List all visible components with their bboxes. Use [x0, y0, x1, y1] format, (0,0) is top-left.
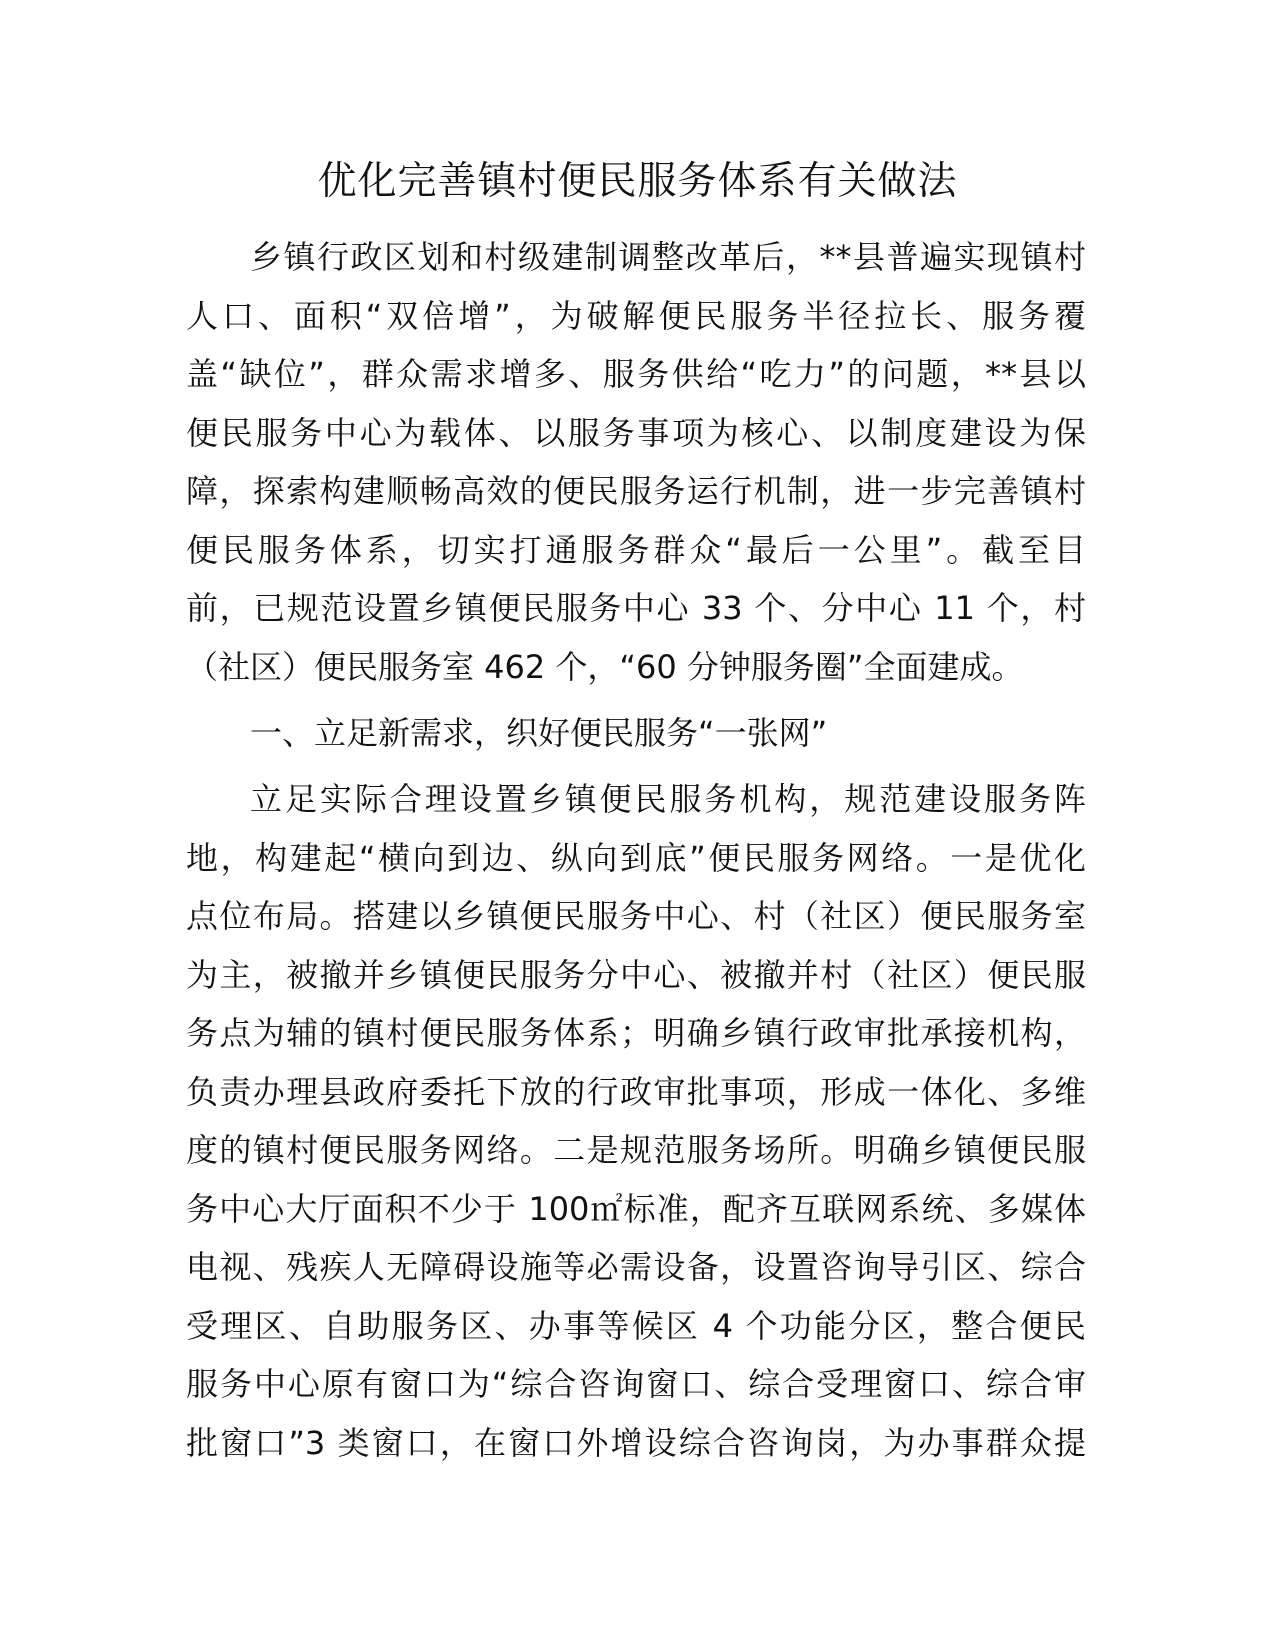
text-line: 度的镇村便民服务网络。二是规范服务场所。明确乡镇便民服	[186, 1131, 1086, 1169]
section-heading	[186, 704, 1086, 763]
text-line: 便民服务中心为载体、以服务事项为核心、以制度建设为保	[186, 413, 1086, 452]
text-line: 乡镇行政区划和村级建制调整改革后，**县普遍实现镇村	[250, 238, 1086, 276]
text-line: 障，探索构建顺畅高效的便民服务运行机制，进一步完善镇村	[186, 472, 1086, 510]
document-title: 优化完善镇村便民服务体系有关做法	[317, 159, 958, 204]
text-line: 务点为辅的镇村便民服务体系；明确乡镇行政审批承接机构，	[186, 1014, 1086, 1052]
text-line: 电视、残疾人无障碍设施等必需设备，设置咨询导引区、综合	[186, 1248, 1086, 1286]
text-line: 人口、面积“双倍增”，为破解便民服务半径拉长、服务覆	[186, 296, 1086, 335]
text-line: （社区）便民服务室 462 个，“60 分钟服务圈”全面建成。	[186, 647, 1024, 686]
text-line: 受理区、自助服务区、办事等候区 4 个功能分区，整合便民	[186, 1306, 1086, 1345]
text-line: 服务中心原有窗口为“综合咨询窗口、综合受理窗口、综合审	[186, 1365, 1086, 1403]
text-line: 立足实际合理设置乡镇便民服务机构，规范建设服务阵	[250, 780, 1086, 818]
text-line: 为主，被撤并乡镇便民服务分中心、被撤并村（社区）便民服	[186, 955, 1086, 994]
text-line: 盖“缺位”，群众需求增多、服务供给“吃力”的问题，**县以	[186, 355, 1086, 393]
text-line: 便民服务体系，切实打通服务群众“最后一公里”。截至目	[186, 530, 1086, 569]
section-heading-text: 一、立足新需求，织好便民服务“一张网”	[250, 714, 828, 752]
text-line: 点位布局。搭建以乡镇便民服务中心、村（社区）便民服务室	[186, 897, 1086, 935]
text-line: 地，构建起“横向到边、纵向到底”便民服务网络。一是优化	[186, 838, 1086, 877]
text-line: 前，已规范设置乡镇便民服务中心 33 个、分中心 11 个，村	[186, 589, 1086, 627]
paragraph-section1	[186, 770, 1086, 1472]
text-line: 务中心大厅面积不少于 100㎡标准，配齐互联网系统、多媒体	[186, 1189, 1086, 1228]
text-line: 批窗口”3 类窗口，在窗口外增设综合咨询岗，为办事群众提	[186, 1423, 1086, 1462]
paragraph-intro	[186, 228, 1086, 696]
text-line: 负责办理县政府委托下放的行政审批事项，形成一体化、多维	[186, 1072, 1086, 1111]
